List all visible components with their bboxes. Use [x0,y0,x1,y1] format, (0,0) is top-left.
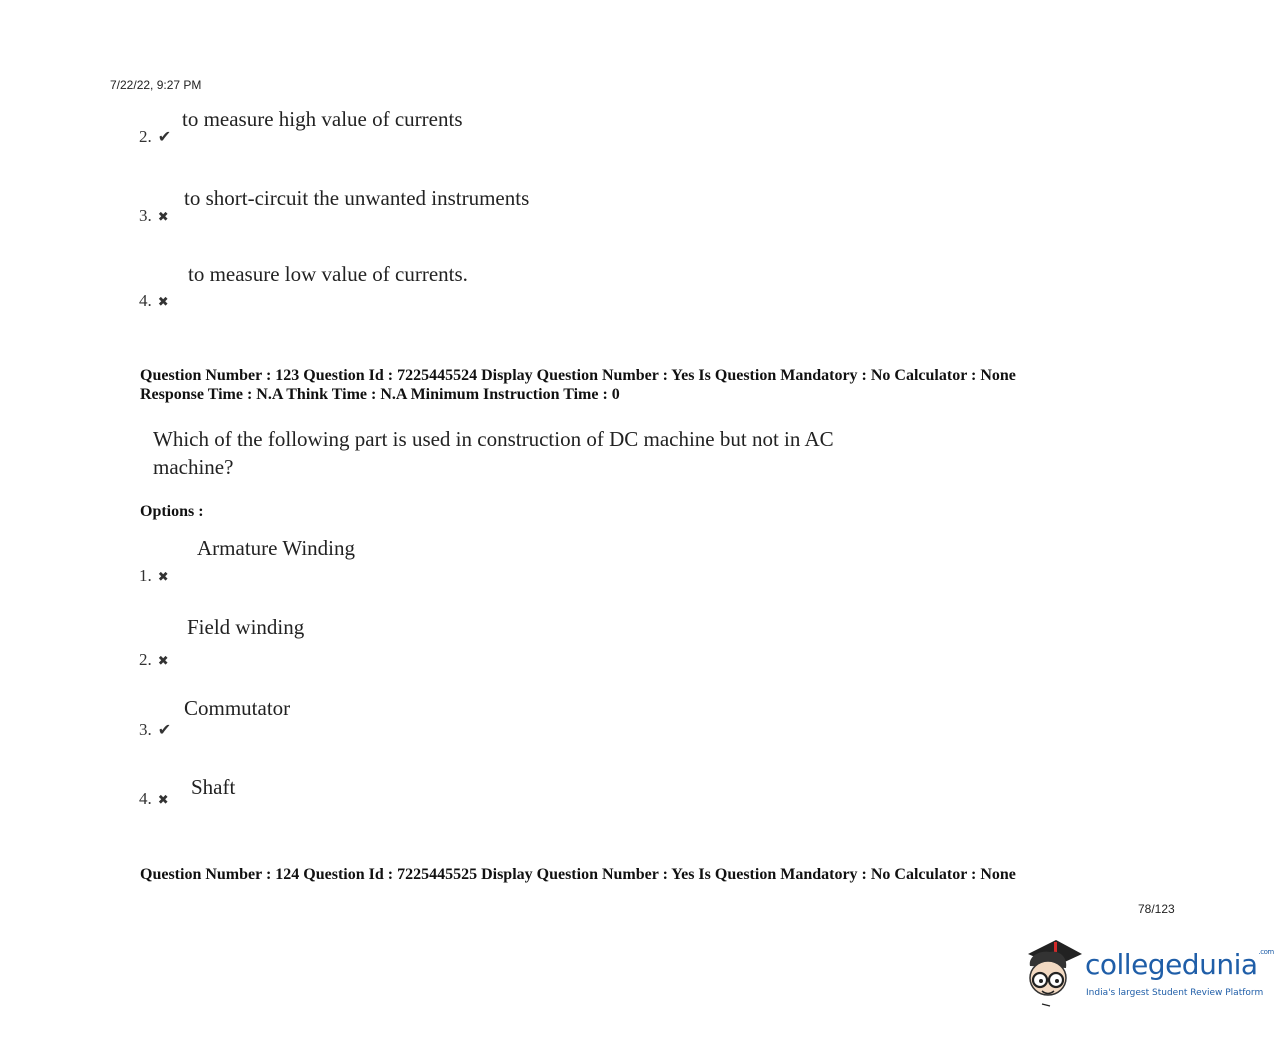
prev-option-2-text: to measure high value of currents [182,107,463,131]
q123-option-4-label [139,789,169,809]
prev-option-2-label [139,127,171,147]
options-label: Options : [140,503,204,520]
option-number: 1. [139,566,152,585]
q123-option-2-text: Field winding [187,615,305,639]
q123-option-1-text: Armature Winding [197,536,355,560]
option-number: 3. [139,206,152,225]
question-text-line1: Which of the following part is used in construction of DC machine but not in AC [153,427,834,451]
logo-tagline: India's largest Student Review Platform [1086,988,1264,998]
question-124-meta-line1: Question Number : 124 Question Id : 7225445525 Display Question Number : Yes Is Question Mandatory : No Calculator : None [140,866,1016,883]
cross-icon: ✖ [157,295,169,310]
prev-option-3-text: to short-circuit the unwanted instruments [184,186,530,210]
page-number: 78/123 [1138,902,1175,916]
cross-icon: ✖ [157,793,169,808]
prev-option-4-text: to measure low value of currents. [188,262,468,286]
print-timestamp: 7/22/22, 9:27 PM [110,78,202,92]
prev-option-4-label [139,291,169,311]
q123-option-3-text: Commutator [184,696,291,720]
option-number: 4. [139,291,152,310]
logo-brand: collegedunia [1085,948,1258,981]
logo-wordmark [1085,948,1274,981]
cross-icon: ✖ [157,570,169,585]
cross-icon: ✖ [157,210,169,225]
question-text-line2: machine? [153,455,234,479]
option-number: 4. [139,789,152,808]
checkmark-icon: ✔ [157,720,172,739]
logo-suffix: .com [1258,948,1274,956]
mascot-icon [1022,936,1084,1008]
collegedunia-logo [1022,936,1274,1012]
q123-option-4-text: Shaft [191,775,236,799]
q123-option-3-label [139,720,171,740]
cross-icon: ✖ [157,654,169,669]
option-number: 3. [139,720,152,739]
q123-option-2-label [139,650,169,670]
checkmark-icon: ✔ [157,127,172,146]
question-123-meta-line2: Response Time : N.A Think Time : N.A Minimum Instruction Time : 0 [140,386,620,403]
question-123-text [153,425,893,481]
prev-option-3-label [139,206,169,226]
question-123-meta-line1: Question Number : 123 Question Id : 7225445524 Display Question Number : Yes Is Question Mandatory : No Calculator : None [140,367,1016,384]
option-number: 2. [139,127,152,146]
option-number: 2. [139,650,152,669]
q123-option-1-label [139,566,169,586]
